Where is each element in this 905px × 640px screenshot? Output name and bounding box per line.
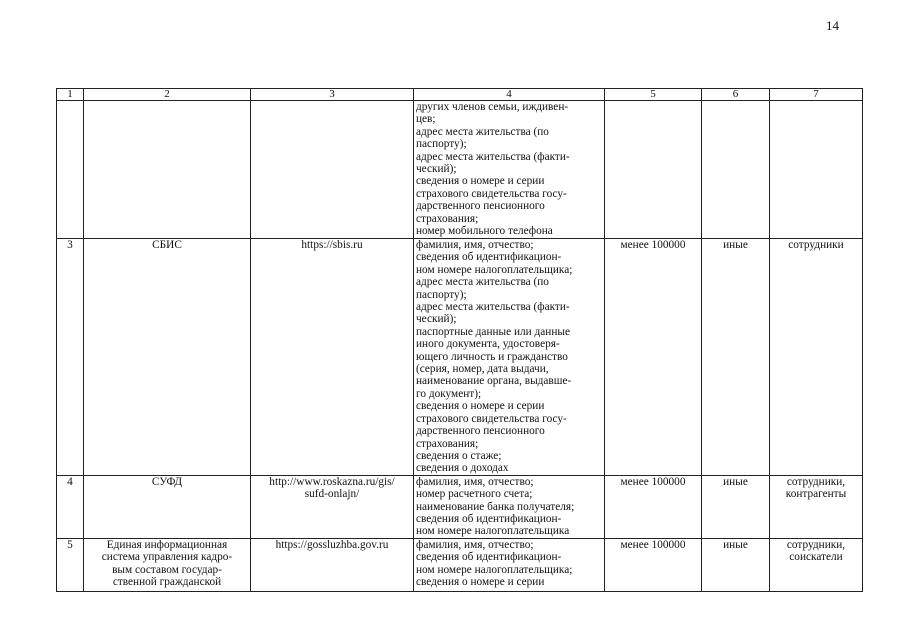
personal-data-list-line: паспортные данные или данные: [416, 325, 570, 338]
personal-data-list-line: го документ);: [416, 387, 482, 400]
personal-data-list-line: (серия, номер, дата выдачи,: [416, 363, 549, 376]
personal-data-list-line: наименование органа, выдавше-: [416, 375, 572, 388]
personal-data-list-line: сведения о номере и серии: [416, 575, 545, 588]
personal-data-list: [414, 475, 605, 538]
data-subjects: [770, 101, 863, 239]
data-subjects-line: соискатели: [789, 551, 843, 564]
system-url-line: https://sbis.ru: [301, 239, 363, 251]
table-row: [57, 538, 863, 591]
personal-data-list: [414, 538, 605, 591]
personal-data-list-line: сведения о доходах: [416, 462, 509, 475]
personal-data-list-line: ном номере налогоплательщика: [416, 525, 570, 538]
header-cell: 2: [84, 89, 251, 101]
data-category: [702, 101, 770, 239]
page-number: 14: [826, 18, 839, 33]
personal-data-list-line: ческий);: [416, 313, 457, 326]
system-name-line: ственной гражданской: [112, 575, 222, 588]
system-name-line: СБИС: [152, 239, 182, 251]
personal-data-list-line: номер мобильного телефона: [416, 225, 553, 238]
personal-data-list-line: дарственного пенсионного: [416, 425, 545, 438]
personal-data-list-line: сведения об идентификацион-: [416, 512, 562, 525]
personal-data-list-line: фамилия, имя, отчество;: [416, 538, 534, 551]
row-number: [57, 101, 84, 239]
data-volume: менее 100000: [605, 475, 702, 538]
personal-data-list: [414, 239, 605, 476]
data-subjects: [770, 239, 863, 476]
header-cell: 5: [605, 89, 702, 101]
system-url-line: https://gossluzhba.gov.ru: [275, 538, 389, 551]
system-name-line: Единая информационная: [106, 538, 228, 551]
personal-data-list-line: сведения о стаже;: [416, 449, 502, 462]
table-row: [57, 101, 863, 239]
data-category: иные: [702, 239, 770, 476]
personal-data-list-line: ческий);: [416, 163, 457, 176]
table-header-row: [57, 89, 863, 101]
personal-data-list-line: дарственного пенсионного: [416, 200, 545, 213]
personal-data-list-line: страхования;: [416, 437, 479, 450]
personal-data-list-line: других членов семьи, иждивен-: [416, 101, 569, 113]
personal-data-list-line: паспорту);: [416, 288, 467, 301]
personal-data-list-line: страхования;: [416, 212, 479, 225]
personal-data-list-line: сведения об идентификацион-: [416, 551, 562, 564]
system-name: [84, 538, 251, 591]
system-url-line: sufd-onlajn/: [304, 488, 360, 501]
personal-data-list-line: фамилия, имя, отчество;: [416, 239, 534, 251]
system-name: [84, 101, 251, 239]
data-category: иные: [702, 475, 770, 538]
data-subjects-line: контрагенты: [785, 488, 847, 501]
header-cell: 4: [414, 89, 605, 101]
table-row: [57, 239, 863, 476]
table-row: [57, 475, 863, 538]
personal-data-list-line: сведения о номере и серии: [416, 400, 545, 413]
system-name-line: вым составом государ-: [112, 563, 222, 576]
header-cell: 1: [57, 89, 84, 101]
personal-data-list-line: сведения о номере и серии: [416, 175, 545, 188]
personal-data-list-line: ющего личность и гражданство: [416, 350, 568, 363]
personal-data-list-line: наименование банка получателя;: [416, 500, 575, 513]
data-table: [56, 88, 863, 592]
row-number: 3: [57, 239, 84, 476]
header-cell: 7: [770, 89, 863, 101]
personal-data-list-line: страхового свидетельства госу-: [416, 412, 567, 425]
personal-data-list-line: цев;: [416, 113, 436, 126]
system-name-line: система управления кадро-: [101, 551, 233, 564]
system-url-line: http://www.roskazna.ru/gis/: [269, 475, 395, 488]
personal-data-list-line: иного документа, удостоверя-: [416, 338, 560, 351]
header-cell: 6: [702, 89, 770, 101]
personal-data-list-line: фамилия, имя, отчество;: [416, 475, 534, 488]
personal-data-list-line: адрес места жительства (факти-: [416, 150, 570, 163]
personal-data-list: [414, 101, 605, 239]
personal-data-list-line: номер расчетного счета;: [416, 488, 533, 501]
row-number: 4: [57, 475, 84, 538]
system-url: [251, 239, 414, 476]
personal-data-list-line: адрес места жительства (по: [416, 125, 549, 138]
data-volume: [605, 101, 702, 239]
system-url: [251, 538, 414, 591]
header-cell: 3: [251, 89, 414, 101]
system-name: [84, 239, 251, 476]
system-name: [84, 475, 251, 538]
personal-data-list-line: паспорту);: [416, 138, 467, 151]
personal-data-list-line: сведения об идентификацион-: [416, 251, 562, 264]
data-subjects-line: сотрудники,: [786, 538, 846, 551]
system-url: [251, 101, 414, 239]
data-category: иные: [702, 538, 770, 591]
personal-data-list-line: страхового свидетельства госу-: [416, 187, 567, 200]
system-name-line: СУФД: [151, 475, 183, 488]
row-number: 5: [57, 538, 84, 591]
system-url: [251, 475, 414, 538]
personal-data-list-line: ном номере налогоплательщика;: [416, 563, 573, 576]
data-subjects: [770, 475, 863, 538]
personal-data-list-line: адрес места жительства (факти-: [416, 301, 570, 314]
personal-data-list-line: ном номере налогоплательщика;: [416, 263, 573, 276]
data-volume: менее 100000: [605, 538, 702, 591]
data-volume: менее 100000: [605, 239, 702, 476]
data-subjects-line: сотрудники,: [786, 475, 846, 488]
data-subjects: [770, 538, 863, 591]
data-subjects-line: сотрудники: [788, 239, 844, 251]
personal-data-list-line: адрес места жительства (по: [416, 276, 549, 289]
